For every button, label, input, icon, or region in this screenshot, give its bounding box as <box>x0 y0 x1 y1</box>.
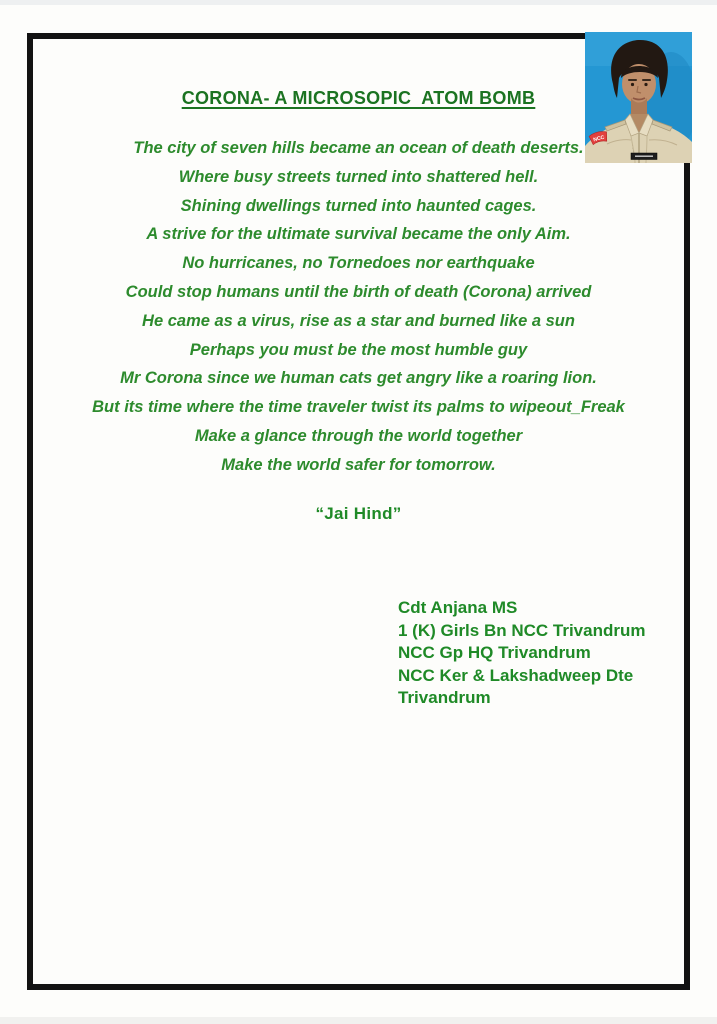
poem-line: Perhaps you must be the most humble guy <box>189 340 528 359</box>
signature-line-group-hq: NCC Gp HQ Trivandrum <box>398 643 591 662</box>
poem-line: No hurricanes, no Tornedoes nor earthquake <box>182 254 535 273</box>
poem-line: Where busy streets turned into shattered hell. <box>178 167 539 186</box>
signature-line-city: Trivandrum <box>398 688 491 707</box>
poem-line: Shining dwellings turned into haunted cages. <box>180 196 537 215</box>
top-edge-strip <box>0 0 717 5</box>
signature-line-name: Cdt Anjana MS <box>398 598 518 617</box>
signature-line-battalion: 1 (K) Girls Bn NCC Trivandrum <box>398 620 646 640</box>
poem-body <box>33 134 684 480</box>
signature-line-directorate: NCC Ker & Lakshadweep Dte <box>398 665 634 685</box>
poem-line: A strive for the ultimate survival became the only Aim. <box>146 225 571 244</box>
poem-line: Mr Corona since we human cats get angry like a roaring lion. <box>120 369 597 388</box>
poem-line: Could stop humans until the birth of death (Corona) arrived <box>125 282 592 301</box>
poem-line: Make the world safer for tomorrow. <box>221 455 496 474</box>
signature-block <box>398 597 645 710</box>
poem-line: Make a glance through the world together <box>194 426 523 445</box>
document-content <box>33 39 684 984</box>
bottom-edge-strip <box>0 1017 717 1024</box>
cadet-photo <box>585 32 692 163</box>
ncc-patch-label: NCC <box>592 134 606 144</box>
closing-quote: “Jai Hind” <box>315 504 402 523</box>
poem-line: The city of seven hills became an ocean of death deserts. <box>133 139 584 157</box>
poem-line: But its time where the time traveler twist its palms to wipeout_Freak <box>92 398 625 417</box>
poem-title: CORONA- A MICROSOPIC ATOM BOMB <box>181 88 536 108</box>
poem-line: He came as a virus, rise as a star and burned like a sun <box>142 311 575 330</box>
